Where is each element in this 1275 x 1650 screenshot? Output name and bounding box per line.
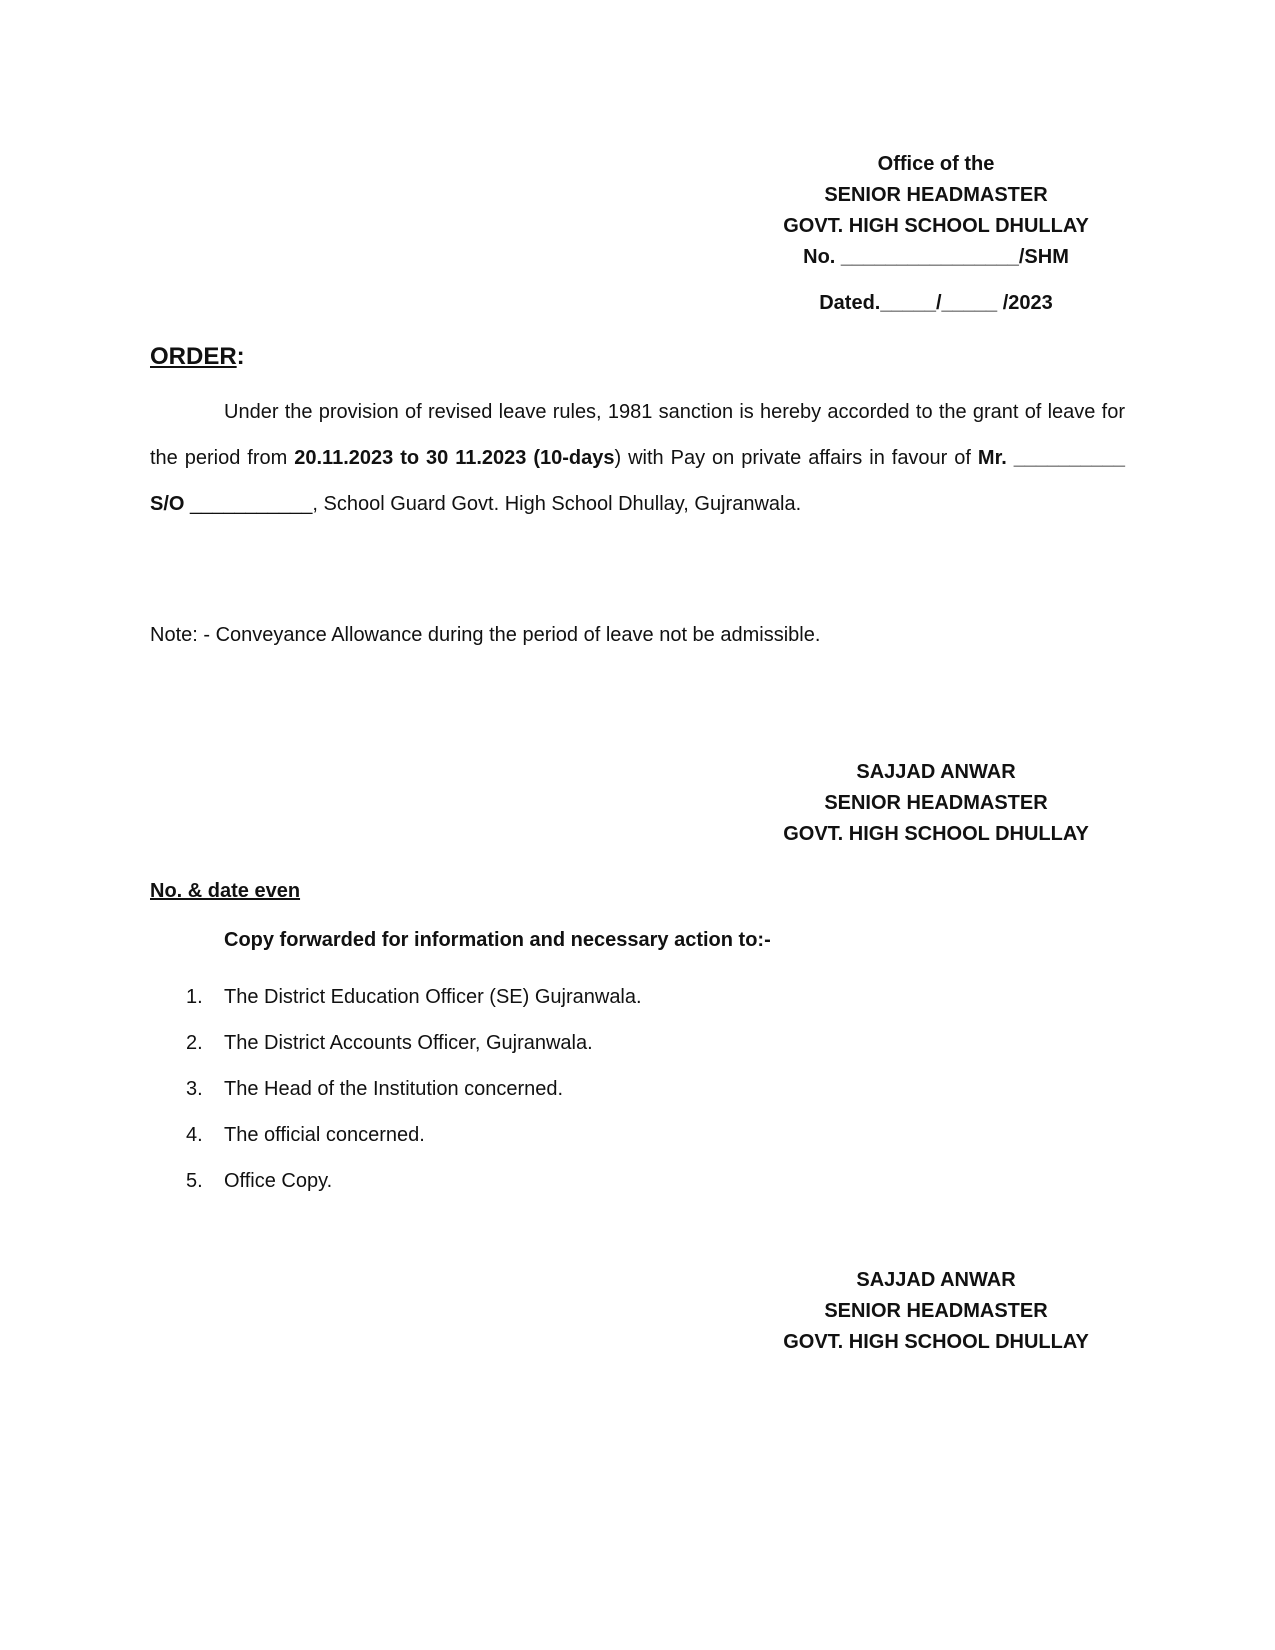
father-name-blank: ___________ bbox=[184, 493, 313, 515]
order-text-2: ) with Pay on private affairs in favour of bbox=[614, 447, 978, 469]
signatory-name: SAJJAD ANWAR bbox=[856, 761, 1016, 783]
list-item: 3. The Head of the Institution concerned. bbox=[186, 1078, 564, 1100]
signature-block-2 bbox=[736, 1265, 1136, 1358]
order-heading bbox=[150, 343, 245, 371]
list-item: 1. The District Education Officer (SE) Gujranwala. bbox=[186, 986, 642, 1008]
office-school: GOVT. HIGH SCHOOL DHULLAY bbox=[783, 215, 1089, 237]
order-text-1: Under the provision of revised leave rules, 1981 sanction is hereby accorded to the grant of leave for the period from bbox=[150, 401, 1125, 469]
signatory-title: SENIOR HEADMASTER bbox=[824, 792, 1048, 814]
list-item: 2. The District Accounts Officer, Gujranwala. bbox=[186, 1032, 593, 1054]
signature-block-1 bbox=[736, 757, 1136, 850]
no-date-even: No. & date even bbox=[150, 880, 301, 902]
employee-name-blank: Mr. __________ S/O bbox=[150, 447, 1125, 515]
recipient-list bbox=[186, 974, 642, 1204]
copy-forwarded: Copy forwarded for information and necessary action to:- bbox=[224, 929, 771, 951]
order-paragraph bbox=[150, 389, 1125, 527]
signatory-name: SAJJAD ANWAR bbox=[856, 1269, 1016, 1291]
order-colon: : bbox=[236, 343, 245, 370]
signatory-school: GOVT. HIGH SCHOOL DHULLAY bbox=[783, 823, 1089, 845]
list-item: 4. The official concerned. bbox=[186, 1124, 425, 1146]
list-item: 5. Office Copy. bbox=[186, 1170, 333, 1192]
note: Note: - Conveyance Allowance during the period of leave not be admissible. bbox=[150, 624, 821, 646]
office-header bbox=[736, 149, 1136, 273]
signatory-title: SENIOR HEADMASTER bbox=[824, 1300, 1048, 1322]
dated-line: Dated._____/_____ /2023 bbox=[819, 292, 1053, 314]
office-line: Office of the bbox=[877, 153, 995, 175]
office-title: SENIOR HEADMASTER bbox=[824, 184, 1048, 206]
leave-period: 20.11.2023 to 30 11.2023 (10-days bbox=[294, 447, 615, 469]
order-title: ORDER bbox=[150, 343, 237, 370]
order-text-3: , School Guard Govt. High School Dhullay, Gujranwala. bbox=[312, 493, 802, 515]
reference-number: No. ________________/SHM bbox=[803, 246, 1069, 268]
signatory-school: GOVT. HIGH SCHOOL DHULLAY bbox=[783, 1331, 1089, 1353]
